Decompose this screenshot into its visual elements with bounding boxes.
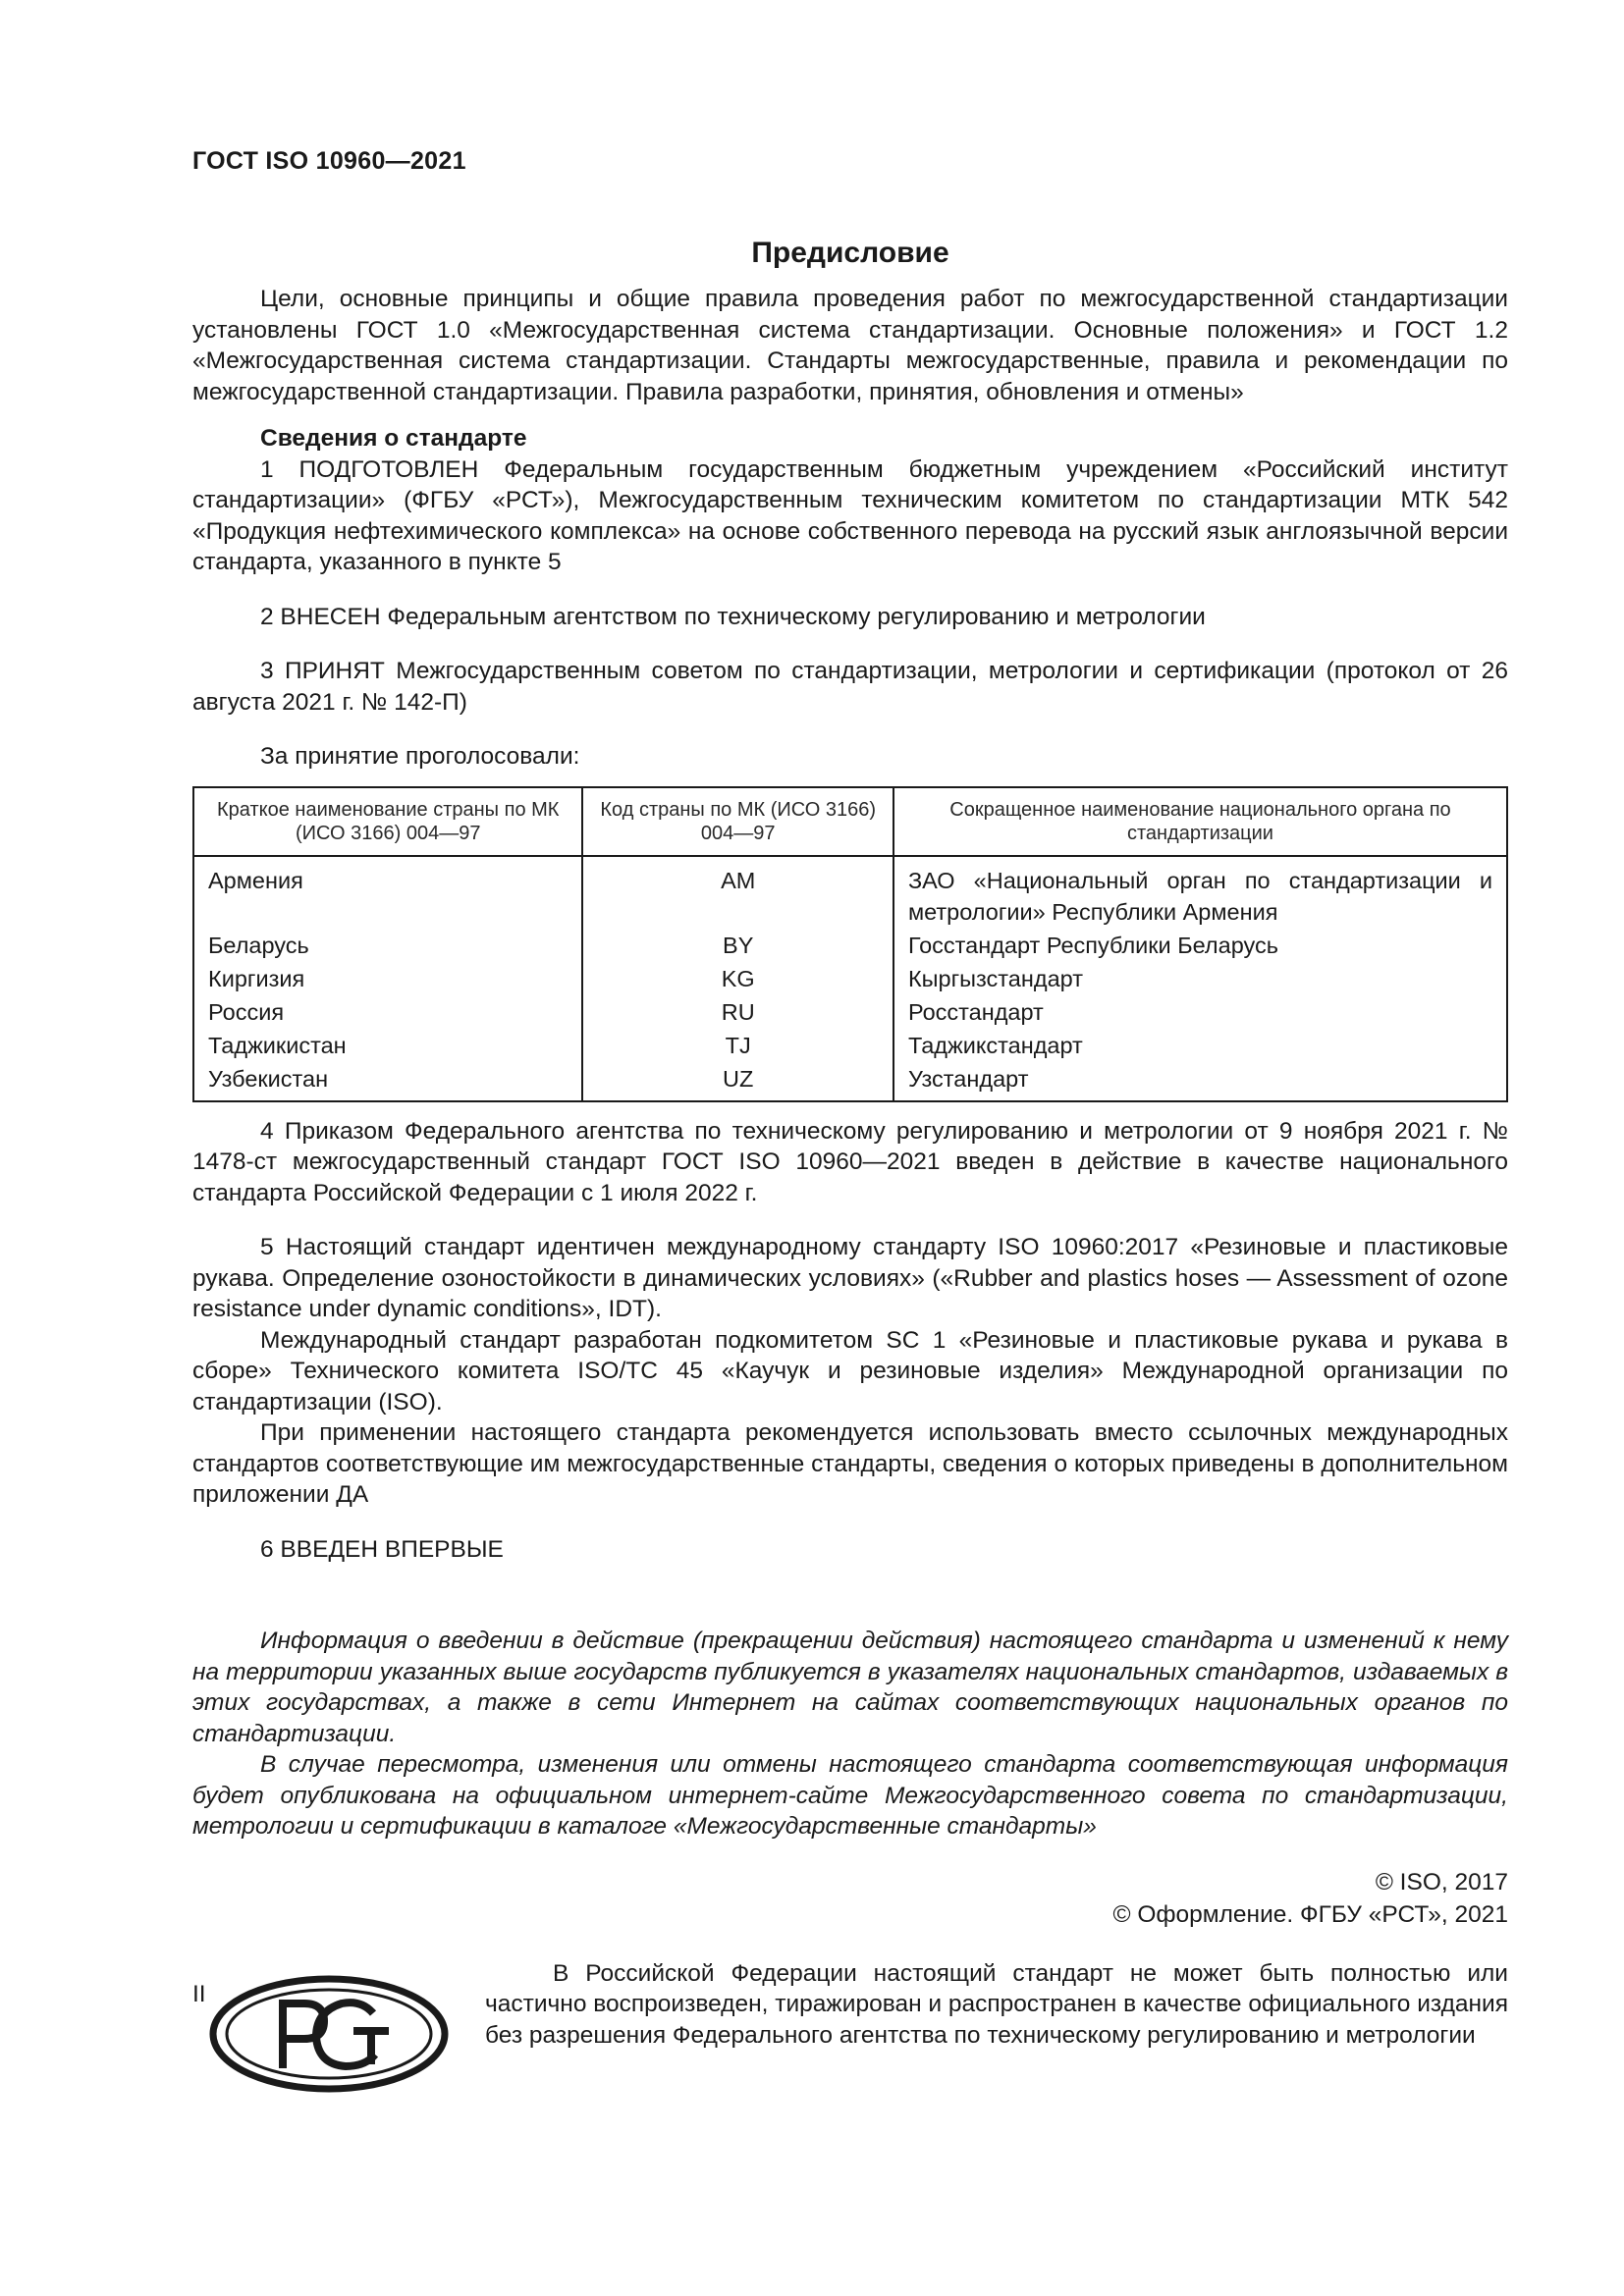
column-header-agency: Сокращенное наименование национального органа по стандартизации bbox=[893, 787, 1507, 856]
table-row bbox=[193, 1062, 1507, 1101]
voted-label: За принятие проголосовали: bbox=[260, 743, 580, 770]
country-cell: Беларусь bbox=[193, 929, 582, 962]
table-row bbox=[193, 1029, 1507, 1062]
agency-cell: Росстандарт bbox=[893, 995, 1507, 1029]
agency-cell: Таджикстандарт bbox=[893, 1029, 1507, 1062]
code-cell: AM bbox=[582, 856, 893, 929]
country-cell: Россия bbox=[193, 995, 582, 1029]
item-1: 1 ПОДГОТОВЛЕН Федеральным государственным бюджетным учреждением «Российский институт стандартизации» (ФГБУ «РСТ»), Межгосударственным техническим комитетом по стандартизации МТК 542 «Продукция нефтехимического комплекса» на основе собственного перевода на русский язык англоязычной версии стандарта, указанного в пункте 5 bbox=[192, 455, 1508, 575]
intro-paragraph: Цели, основные принципы и общие правила проведения работ по межгосударственной стандартизации установлены ГОСТ 1.0 «Межгосударственная система стандартизации. Основные положения» и ГОСТ 1.2 «Межгосударственная система стандартизации. Стандарты межгосударственные, правила и рекомендации по межгосударственной стандартизации. Правила разработки, принятия, обновления и отмены» bbox=[192, 286, 1508, 405]
column-header-code: Код страны по МК (ИСО 3166) 004—97 bbox=[582, 787, 893, 856]
item-6: 6 ВВЕДЕН ВПЕРВЫЕ bbox=[260, 1535, 504, 1563]
item-4: 4 Приказом Федерального агентства по техническому регулированию и метрологии от 9 ноября 2021 г. № 1478-ст межгосударственный стандарт ГОСТ ISO 10960—2021 введен в действие в качестве национального стандарта Российской Федерации с 1 июля 2022 г. bbox=[192, 1117, 1508, 1206]
item-3: 3 ПРИНЯТ Межгосударственным советом по стандартизации, метрологии и сертификации (протокол от 26 августа 2021 г. № 142-П) bbox=[192, 658, 1508, 716]
country-cell: Таджикистан bbox=[193, 1029, 582, 1062]
agency-cell: Госстандарт Республики Беларусь bbox=[893, 929, 1507, 962]
table-row bbox=[193, 962, 1507, 995]
info-block bbox=[192, 1626, 1508, 1842]
item-5-subcommittee: Международный стандарт разработан подкомитетом SC 1 «Резиновые и пластиковые рукава и рукава в сборе» Технического комитета ISO/TC 45 «Каучук и резиновые изделия» Международной организации по стандартизации (ISO). bbox=[192, 1326, 1508, 1415]
code-cell: KG bbox=[582, 962, 893, 995]
code-cell: BY bbox=[582, 929, 893, 962]
notice-text: В Российской Федерации настоящий стандарт не может быть полностью или частично воспроизведен, тиражирован и распространен в качестве официального издания без разрешения Федерального агентства по техническому регулированию и метрологии bbox=[485, 1959, 1508, 2049]
agency-cell: Кыргызстандарт bbox=[893, 962, 1507, 995]
page-title: Предисловие bbox=[751, 237, 949, 269]
table-row bbox=[193, 995, 1507, 1029]
code-cell: UZ bbox=[582, 1062, 893, 1101]
notice-section bbox=[192, 1958, 1508, 2098]
info-paragraph-1: Информация о введении в действие (прекращении действия) настоящего стандарта и изменений к нему на территории указанных выше государств публикуется в указателях национальных стандартов, издаваемых в этих государствах, а также в сети Интернет на сайтах соответствующих национальных органов по стандартизации. bbox=[192, 1628, 1508, 1747]
table-row bbox=[193, 856, 1507, 929]
agency-cell: ЗАО «Национальный орган по стандартизации и метрологии» Республики Армения bbox=[893, 856, 1507, 929]
code-cell: TJ bbox=[582, 1029, 893, 1062]
copyright-iso: © ISO, 2017 bbox=[1375, 1868, 1508, 1896]
item-5: 5 Настоящий стандарт идентичен международному стандарту ISO 10960:2017 «Резиновые и пластиковые рукава. Определение озоностойкости в динамических условиях» («Rubber and plastics hoses — Assessment of ozone resistance under dynamic conditions», IDT). bbox=[192, 1234, 1508, 1322]
copyright-block bbox=[192, 1866, 1508, 1931]
rst-logo-icon bbox=[206, 1970, 452, 2098]
code-cell: RU bbox=[582, 995, 893, 1029]
country-cell: Армения bbox=[193, 856, 582, 929]
agency-cell: Узстандарт bbox=[893, 1062, 1507, 1101]
country-cell: Киргизия bbox=[193, 962, 582, 995]
country-cell: Узбекистан bbox=[193, 1062, 582, 1101]
info-paragraph-2: В случае пересмотра, изменения или отмены настоящего стандарта соответствующая информация будет опубликована на официальном интернет-сайте Межгосударственного совета по стандартизации, метрологии и сертификации в каталоге «Межгосударственные стандарты» bbox=[192, 1751, 1508, 1840]
item-5-references: При применении настоящего стандарта рекомендуется использовать вместо ссылочных международных стандартов соответствующие им межгосударственные стандарты, сведения о которых приведены в дополнительном приложении ДА bbox=[192, 1419, 1508, 1508]
table-row bbox=[193, 929, 1507, 962]
voting-table bbox=[192, 786, 1508, 1102]
copyright-rst: © Оформление. ФГБУ «РСТ», 2021 bbox=[1112, 1900, 1508, 1928]
reproduction-notice bbox=[485, 1958, 1508, 2098]
page-number: II bbox=[192, 1981, 206, 2007]
column-header-country: Краткое наименование страны по МК (ИСО 3166) 004—97 bbox=[193, 787, 582, 856]
document-page bbox=[192, 147, 1508, 2098]
item-2: 2 ВНЕСЕН Федеральным агентством по техническому регулированию и метрологии bbox=[260, 603, 1206, 630]
document-code: ГОСТ ISO 10960—2021 bbox=[192, 147, 466, 175]
section-heading: Сведения о стандарте bbox=[260, 425, 527, 452]
table-header-row bbox=[193, 787, 1507, 856]
